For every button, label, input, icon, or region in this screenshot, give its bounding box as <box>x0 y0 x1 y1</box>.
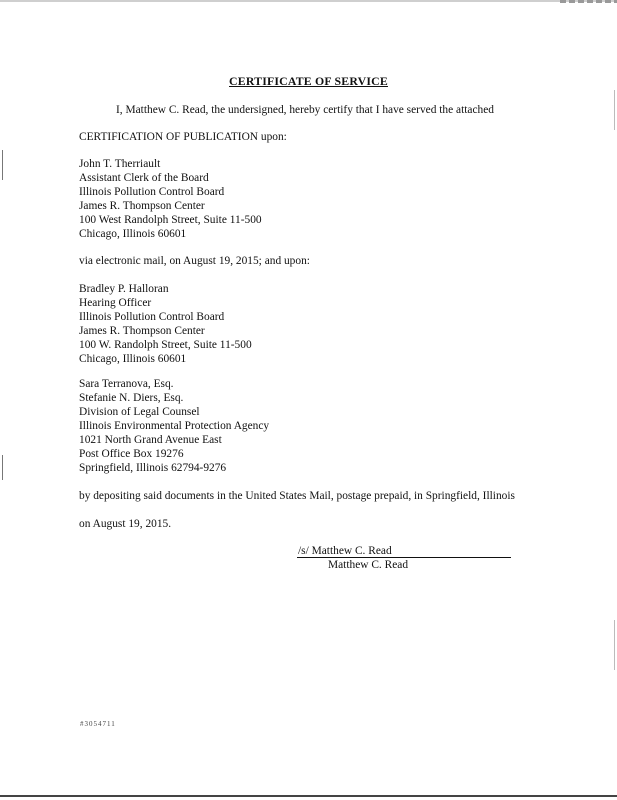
address-line: Stefanie N. Diers, Esq. <box>79 392 184 404</box>
address-line: Illinois Environmental Protection Agency <box>79 420 270 432</box>
signer-name: Matthew C. Read <box>328 559 409 571</box>
scan-artifact-top-right <box>560 0 617 3</box>
address-line: Illinois Pollution Control Board <box>79 311 225 323</box>
address-line: Chicago, Illinois 60601 <box>79 228 187 240</box>
scan-edge-mark-right <box>614 90 615 130</box>
address-line: James R. Thompson Center <box>79 325 205 337</box>
electronic-signature: /s/ Matthew C. Read <box>298 545 392 557</box>
address-line: Division of Legal Counsel <box>79 406 200 418</box>
scan-edge-mark-left <box>2 455 3 480</box>
address-line: Bradley P. Halloran <box>79 283 169 295</box>
address-line: 1021 North Grand Avenue East <box>79 434 222 446</box>
document-footer-code: #3054711 <box>80 720 116 728</box>
intro-line-1: I, Matthew C. Read, the undersigned, hereby certify that I have served the attached <box>116 104 494 116</box>
address-line: Hearing Officer <box>79 297 152 309</box>
intro-line-2: CERTIFICATION OF PUBLICATION upon: <box>79 131 287 143</box>
document-title: CERTIFICATE OF SERVICE <box>229 74 388 88</box>
address-line: John T. Therriault <box>79 158 161 170</box>
address-line: James R. Thompson Center <box>79 200 205 212</box>
address-line: Sara Terranova, Esq. <box>79 378 174 390</box>
scan-edge-mark-left <box>2 150 3 180</box>
scan-edge-top <box>0 0 617 2</box>
address-line: Illinois Pollution Control Board <box>79 186 225 198</box>
signature-line <box>297 557 511 558</box>
address-line: Chicago, Illinois 60601 <box>79 353 187 365</box>
scan-edge-bottom <box>0 795 617 797</box>
address-line: 100 W. Randolph Street, Suite 11-500 <box>79 339 252 351</box>
date-text: on August 19, 2015. <box>79 518 172 530</box>
address-line: Post Office Box 19276 <box>79 448 184 460</box>
via-text: via electronic mail, on August 19, 2015; and upon: <box>79 255 310 267</box>
address-line: 100 West Randolph Street, Suite 11-500 <box>79 214 262 226</box>
deposit-text: by depositing said documents in the United States Mail, postage prepaid, in Springfield, Illinois <box>79 490 515 502</box>
address-line: Springfield, Illinois 62794-9276 <box>79 462 227 474</box>
scan-edge-mark-right <box>614 620 615 670</box>
address-line: Assistant Clerk of the Board <box>79 172 209 184</box>
